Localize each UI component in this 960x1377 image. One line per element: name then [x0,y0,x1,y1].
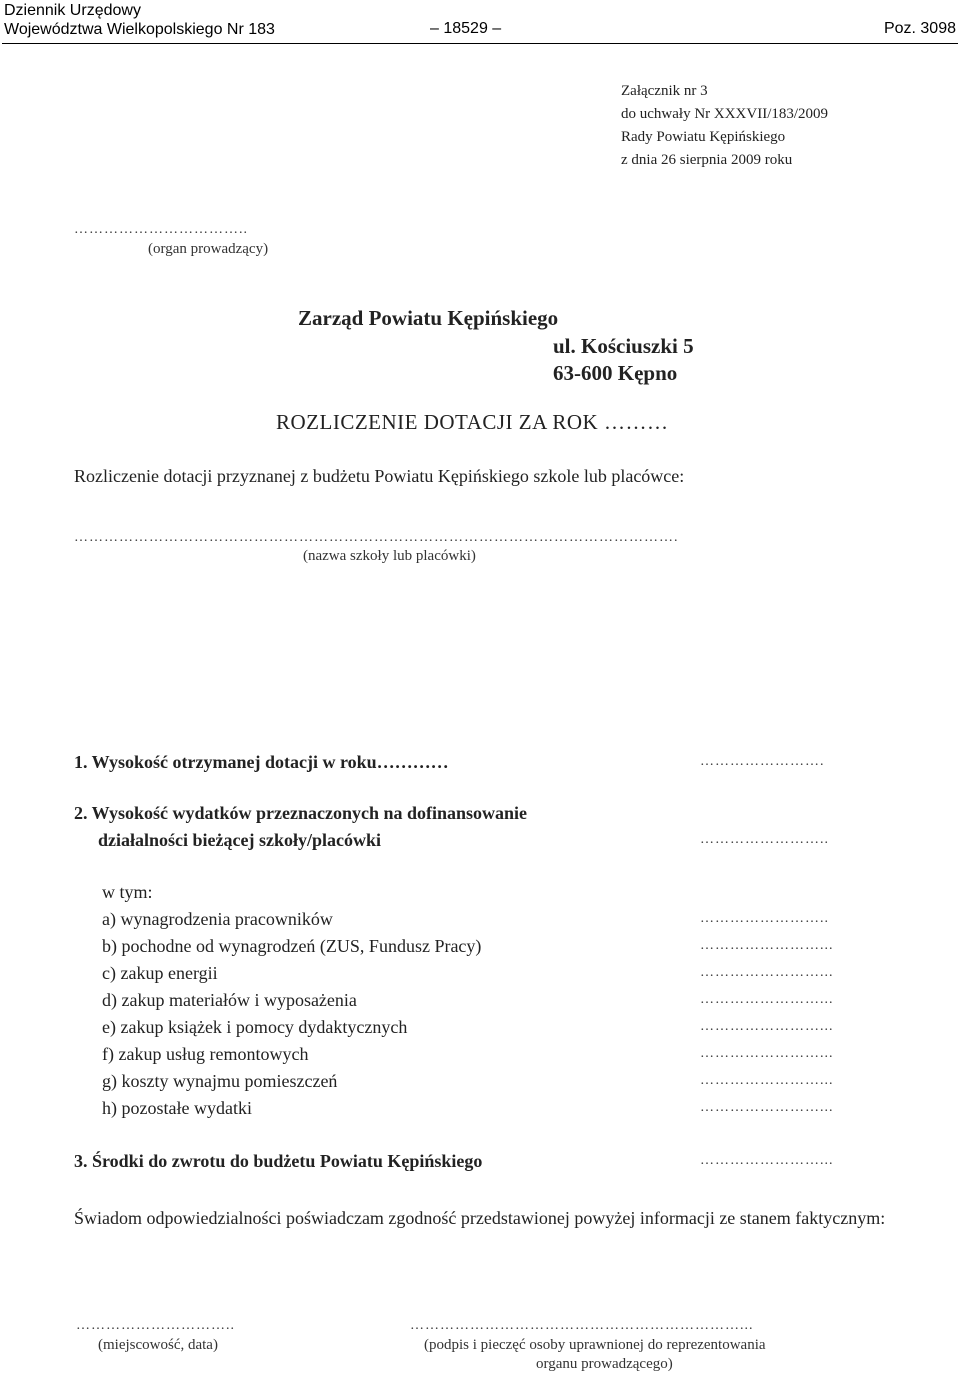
publication-line-1: Dziennik Urzędowy [4,2,141,19]
expense-value-c: ……………………... [700,965,834,980]
organ-field-dots: …………………………….. [74,222,248,237]
expense-value-d: ……………………... [700,992,834,1007]
page-number: – 18529 – [430,20,502,37]
section-2-label-line-2: działalności bieżącej szkoły/placówki [98,830,381,850]
expense-value-e: ……………………... [700,1019,834,1034]
signature-dots: …………………………………………………………... [410,1318,754,1333]
expense-item-a: a) wynagrodzenia pracowników [102,909,333,929]
annex-note [621,80,941,172]
expense-value-h: ……………………... [700,1100,834,1115]
organ-field-caption: (organ prowadzący) [148,241,269,257]
expense-value-a: …………………….. [700,911,829,926]
in-which-label: w tym: [102,882,153,902]
expense-item-h: h) pozostałe wydatki [102,1098,252,1118]
school-field-caption: (nazwa szkoły lub placówki) [303,548,476,564]
school-field-dots: …………………………………………………………………………………………………………. [74,530,679,545]
section-3-value: ……………………... [700,1153,834,1168]
expense-item-e: e) zakup książek i pomocy dydaktycznych [102,1017,408,1037]
section-3-label: 3. Środki do zwrotu do budżetu Powiatu Kępińskiego [74,1151,483,1171]
page-header [0,0,960,46]
addressee-city: 63-600 Kępno [553,361,678,385]
header-divider [2,43,958,44]
place-date-caption: (miejscowość, data) [98,1337,218,1353]
annex-line-4: z dnia 26 sierpnia 2009 roku [621,152,793,168]
expense-item-g: g) koszty wynajmu pomieszczeń [102,1071,338,1091]
annex-line-1: Załącznik nr 3 [621,83,708,99]
section-2-value: …………………….. [700,832,829,847]
signature-caption-line-2: organu prowadzącego) [536,1356,673,1372]
section-2-label-line-1: 2. Wysokość wydatków przeznaczonych na dofinansowanie [74,803,528,823]
position-number: Poz. 3098 [883,20,956,37]
document-title: ROZLICZENIE DOTACJI ZA ROK ……… [276,410,669,434]
expense-item-b: b) pochodne od wynagrodzeń (ZUS, Fundusz Pracy) [102,936,482,956]
addressee-name: Zarząd Powiatu Kępińskiego [298,306,559,330]
addressee-street: ul. Kościuszki 5 [553,334,694,358]
intro-text: Rozliczenie dotacji przyznanej z budżetu Powiatu Kępińskiego szkole lub placówce: [74,466,685,486]
annex-line-2: do uchwały Nr XXXVII/183/2009 [621,106,829,122]
expense-item-c: c) zakup energii [102,963,218,983]
expense-item-f: f) zakup usług remontowych [102,1044,309,1064]
publication-title [4,1,275,39]
expense-value-g: ……………………... [700,1073,834,1088]
expense-value-b: ……………………... [700,938,834,953]
section-1-label: 1. Wysokość otrzymanej dotacji w roku………… [74,752,449,772]
statement-text: Świadom odpowiedzialności poświadczam zgodność przedstawionej powyżej informacji ze stanem faktycznym: [74,1208,886,1228]
expense-value-f: ……………………... [700,1046,834,1061]
signature-caption-line-1: (podpis i pieczęć osoby uprawnionej do reprezentowania [424,1337,766,1353]
place-date-dots: ………………………….. [76,1318,235,1333]
section-1-value: ……………………. [700,754,825,769]
annex-line-3: Rady Powiatu Kępińskiego [621,129,786,145]
expense-item-d: d) zakup materiałów i wyposażenia [102,990,357,1010]
publication-line-2: Województwa Wielkopolskiego Nr 183 [4,21,275,38]
